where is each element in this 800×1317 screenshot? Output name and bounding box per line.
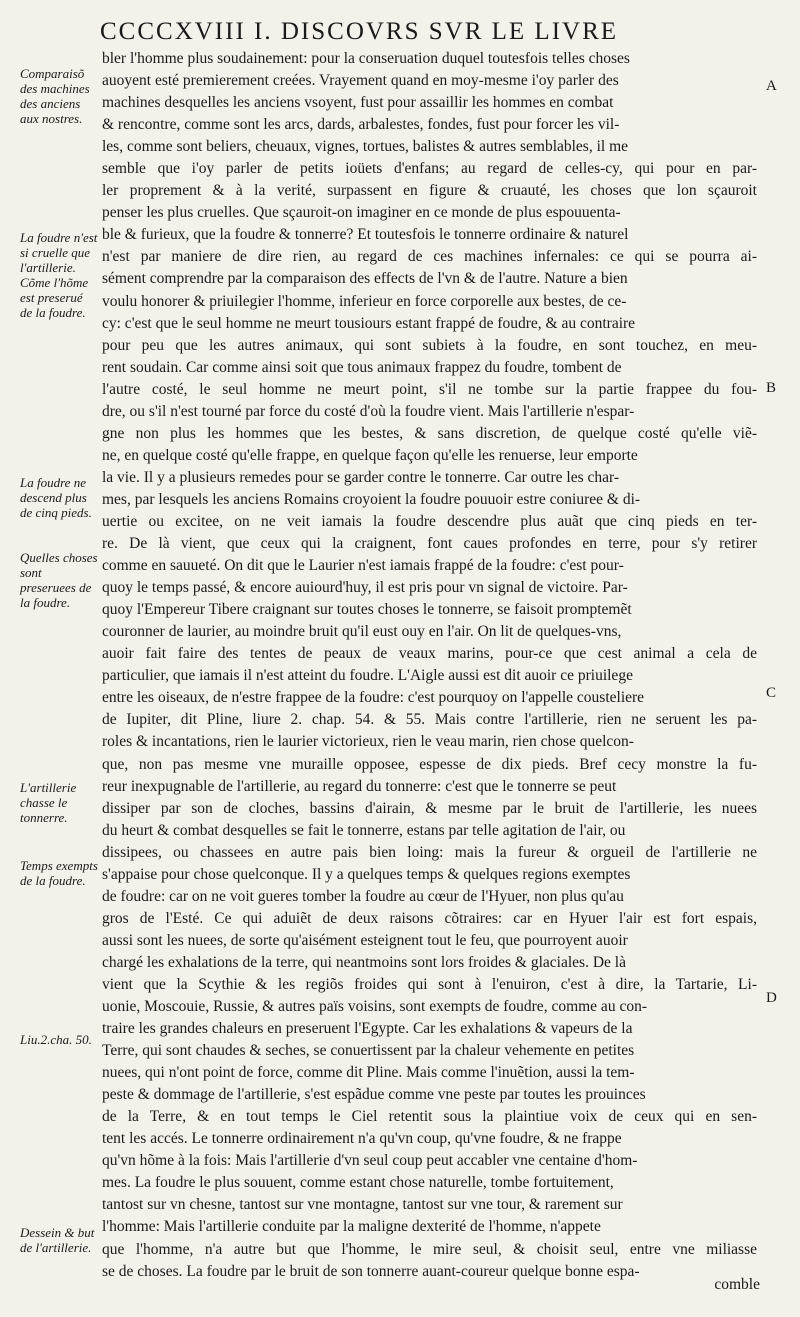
text-line: qu'vn hõme à la fois: Mais l'artillerie d'vn seul coup peut accabler vne centaine d'hom- (102, 1152, 638, 1170)
text-line: couronner de laurier, au moindre bruit qu'il eust ouy en l'air. On lit de quelques-vns, (102, 623, 622, 641)
text-line: gros de l'Esté. Ce qui aduiẽt de deux raisons cõtraires: car en Hyuer l'air est fort espais, (102, 909, 757, 927)
text-line: les, comme sont beliers, cheuaux, vignes, tortues, balistes & autres semblables, il me (102, 138, 629, 156)
text-line: s'appaise pour chose quelconque. Il y a quelques temps & quelques regions exemptes (102, 865, 631, 883)
margin-note: La foudre n'est si cruelle que l'artillerie. Cõme l'hõme est preserué de la foudre. (20, 230, 98, 320)
text-line: l'autre costé, le seul homme ne meurt point, s'il ne tombe sur la partie frappee du fou- (102, 380, 757, 398)
text-line: auoyent esté premierement creées. Vrayement quand en moy-mesme i'oy parler des (102, 72, 619, 90)
text-line: pour peu que les autres animaux, qui sont subiets à la foudre, en sont touchez, en meu- (102, 336, 757, 354)
text-line: vient que la Scythie & les regiõs froides qui sont à l'enuiron, c'est à dire, la Tartarie, Li- (102, 975, 757, 993)
text-line: cy: c'est que le seul homme ne meurt tousiours estant frappé de foudre, & au contraire (102, 314, 636, 332)
section-letter: A (766, 78, 777, 94)
text-line: auoir fait faire des tentes de peaux de veaux marins, pour-ce que cest animal a cela de (102, 645, 757, 663)
text-line: entre les oiseaux, de n'estre frappee de la foudre: c'est pourquoy on l'appelle cousteliere (102, 689, 645, 707)
body-text (102, 48, 757, 1283)
text-line: dissiper par son de cloches, bassins d'airain, & mesme par le bruit de l'artillerie, les nuees (102, 799, 757, 817)
text-line: traire les grandes chaleurs en preseruent l'Egypte. Car les exhalations & vapeurs de la (102, 1020, 633, 1038)
margin-notes (0, 0, 98, 1317)
text-line: la vie. Il y a plusieurs remedes pour se garder contre le tonnerre. Car outre les char- (102, 468, 620, 486)
text-line: roles & incantations, rien le laurier victorieux, rien le veau marin, rien chose quelcon- (102, 733, 634, 751)
text-line: uonie, Moscouie, Russie, & autres païs voisins, sont exempts de foudre, comme au con- (102, 998, 647, 1016)
text-line: sément comprendre par la comparaison des effects de l'vn & de l'autre. Nature a bien (102, 270, 628, 288)
text-line: tent les accés. Le tonnerre ordinairement n'a qu'vn coup, qu'vne foudre, & ne frappe (102, 1130, 622, 1148)
margin-note: Temps exempts de la foudre. (20, 858, 98, 888)
margin-note: Comparaisõ des machines des anciens aux nostres. (20, 66, 90, 126)
text-line: n'est par maniere de dire rien, au regard de ces machines infernales: ce qui se pourra ai- (102, 248, 757, 266)
text-line: de foudre: car on ne voit gueres tomber la foudre au cœur de l'Hyuer, non plus qu'au (102, 887, 624, 905)
text-line: nuees, qui n'ont point de force, comme dit Pline. Mais comme l'inuẽtion, aussi la tem- (102, 1064, 635, 1082)
text-line: que l'homme, n'a autre but que l'homme, le mire seul, & choisit seul, entre vne miliasse (102, 1240, 757, 1258)
text-line: se de choses. La foudre par le bruit de son tonnerre auant-coureur quelque bonne espa- (102, 1262, 640, 1280)
text-line: re. De là vient, que ceux qui la craignent, font caues profondes en terre, pour s'y retirer (102, 535, 757, 553)
text-line: chargé les exhalations de la terre, qui neantmoins sont lors froides & glaciales. De là (102, 953, 626, 971)
text-line: dre, ou s'il n'est tourné par force du costé d'où la foudre vient. Mais l'artillerie n'espar- (102, 402, 635, 420)
text-line: bler l'homme plus soudainement: pour la conseruation duquel toutesfois telles choses (102, 50, 630, 67)
text-line: de Iupiter, dit Pline, liure 2. chap. 54. & 55. Mais contre l'artillerie, rien ne seruent les pa- (102, 711, 757, 729)
text-line: machines desquelles les anciens vsoyent, fust pour assaillir les hommes en combat (102, 94, 614, 112)
text-line: dissipees, ou chassees en autre pais bien loing: mais la fureur & orgueil de l'artillerie ne (102, 843, 757, 861)
margin-note: La foudre ne descend plus de cinq pieds. (20, 475, 92, 520)
catchword: comble (714, 1276, 760, 1293)
text-line: penser les plus cruelles. Que sçauroit-on imaginer en ce monde de plus espouuenta- (102, 204, 621, 222)
text-line: mes, par lesquels les anciens Romains croyoient la foudre pouuoir estre coniuree & di- (102, 490, 641, 508)
text-line: rent soudain. Car comme ainsi soit que tous animaux frappez du foudre, tombent de (102, 358, 622, 376)
section-letter: D (766, 990, 777, 1006)
margin-note: Dessein & but de l'artillerie. (20, 1225, 95, 1255)
section-letter: C (766, 685, 777, 701)
text-line: reur inexpugnable de l'artillerie, au regard du tonnerre: c'est que le tonnerre se peut (102, 777, 617, 795)
text-line: & rencontre, comme sont les arcs, dards, arbalestes, fondes, fust pour forcer les vil- (102, 116, 620, 134)
text-line: de la Terre, & en tout temps le Ciel retentit sous la plaintiue voix de ceux qui en sen- (102, 1108, 757, 1126)
text-line: du heurt & combat desquelles se fait le tonnerre, estans par telle agitation de l'air, ou (102, 821, 626, 839)
text-line: particulier, que iamais il n'est atteint du foudre. L'Aigle aussi est dit auoir ce priuilege (102, 667, 633, 685)
text-line: uertie ou excitee, on ne veit iamais la foudre descendre plus auãt que cinq pieds en ter- (102, 512, 757, 530)
text-line: l'homme: Mais l'artillerie conduite par la maligne dexterité de l'homme, n'appete (102, 1218, 601, 1236)
text-line: tantost sur vn chesne, tantost sur vne montagne, tantost sur vne tour, & rarement sur (102, 1196, 623, 1214)
text-line: ler proprement & à la verité, surpassent en figure & cruauté, les choses que lon sçauroit (102, 182, 757, 200)
text-line: quoy le temps passé, & encore auiourd'huy, il est pris pour vn signal de victoire. Par- (102, 579, 628, 597)
text-line: aussi sont les nuees, de sorte qu'aisément esteignent tout le feu, que pourroyent auoir (102, 931, 628, 949)
page-header: CCCCXVIII I. DISCOVRS SVR LE LIVRE (100, 18, 619, 45)
text-line: comme en sauueté. On dit que le Laurier n'est iamais frappé de la foudre: c'est pour- (102, 557, 624, 575)
section-letter: B (766, 380, 777, 396)
text-line: voulu honorer & priuilegier l'homme, inferieur en force corporelle aux bestes, de ce- (102, 292, 627, 310)
text-line: Terre, qui sont chaudes & seches, se conuertissent par la chaleur vehemente en petites (102, 1042, 635, 1060)
text-line: que, non pas mesme vne muraille opposee, espesse de dix pieds. Bref cecy monstre la fu- (102, 755, 757, 773)
text-line: gne non plus les hommes que les bestes, & sans discretion, de quelque costé qu'elle viẽ- (102, 424, 757, 442)
text-line: peste & dommage de l'artillerie, s'est espãdue comme vne peste par toutes les prouinces (102, 1086, 646, 1104)
margin-note: Liu.2.cha. 50. (20, 1032, 92, 1047)
margin-note: L'artillerie chasse le tonnerre. (20, 780, 77, 825)
text-line: semble que i'oy parler de petits ioüets d'enfans; au regard de celles-cy, qui pour en par- (102, 160, 757, 178)
text-line: mes. La foudre le plus souuent, comme estant chose naturelle, tombe fortuitement, (102, 1174, 614, 1192)
text-line: ble & furieux, que la foudre & tonnerre? Et toutesfois le tonnerre ordinaire & naturel (102, 226, 629, 244)
margin-note: Quelles choses sont preseruees de la foudre. (20, 550, 98, 610)
text-line: quoy l'Empereur Tibere craignant sur toutes choses le tonnerre, se faisoit promptemẽt (102, 601, 632, 619)
text-line: ne, en quelque costé qu'elle frappe, en quelque façon qu'elle les renuerse, leur emporte (102, 446, 638, 464)
